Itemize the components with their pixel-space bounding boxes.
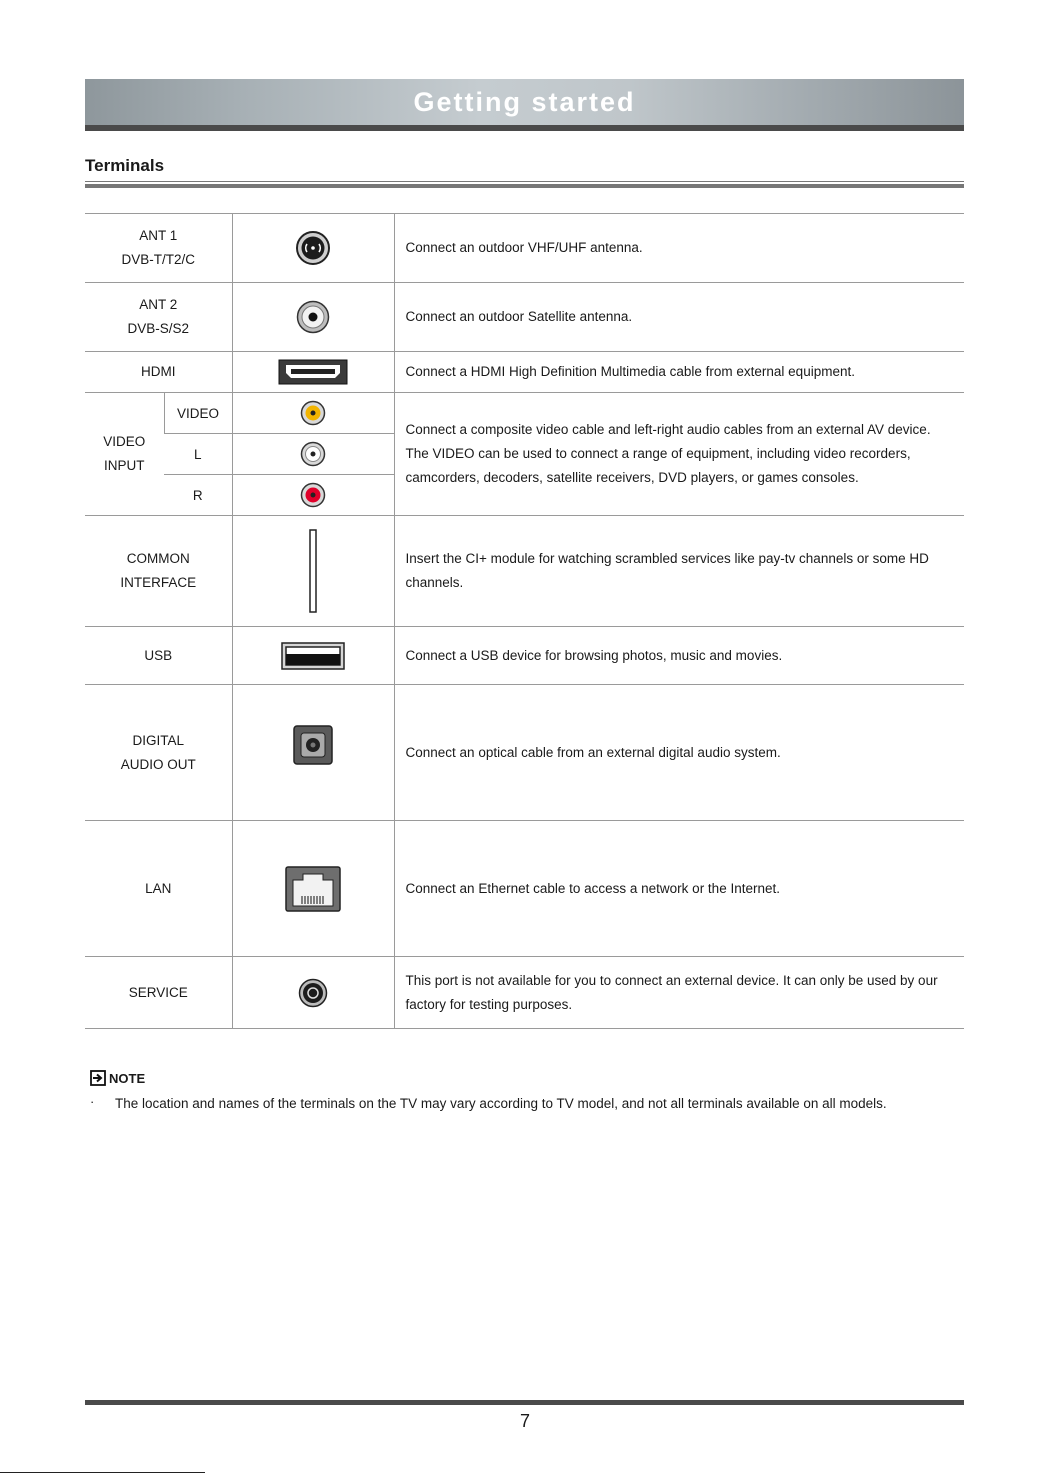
table-row bbox=[85, 352, 964, 393]
terminal-icon-cell bbox=[232, 957, 394, 1029]
hdmi-port-icon bbox=[278, 359, 348, 385]
ci-slot-icon bbox=[308, 529, 318, 613]
header-underline bbox=[85, 125, 964, 131]
page-edge-line bbox=[0, 1472, 205, 1473]
ethernet-port-icon bbox=[285, 866, 341, 912]
note-arrow-icon bbox=[90, 1070, 106, 1086]
table-row bbox=[85, 214, 964, 283]
terminal-description: Connect a composite video cable and left-right audio cables from an external AV device. The VIDEO can be used to connect a range of equipment, including video recorders, camcorders, decoders, satellite receivers, DVD players, or games consoles. bbox=[394, 393, 964, 516]
note-heading bbox=[90, 1070, 145, 1086]
note-label: NOTE bbox=[109, 1070, 146, 1086]
section-title: Terminals bbox=[85, 156, 165, 175]
terminal-icon-cell bbox=[232, 627, 394, 685]
terminal-description: This port is not available for you to connect an external device. It can only be used by our factory for testing purposes. bbox=[394, 957, 964, 1029]
rca-red-icon bbox=[300, 482, 326, 508]
footer-bar bbox=[85, 1400, 964, 1405]
rca-yellow-icon bbox=[300, 400, 326, 426]
terminal-name: SERVICE bbox=[85, 957, 232, 1029]
satellite-f-connector-icon bbox=[295, 299, 331, 335]
section-rule-thin bbox=[85, 181, 964, 182]
terminal-name: VIDEO INPUT bbox=[85, 393, 164, 516]
terminal-description: Connect an Ethernet cable to access a network or the Internet. bbox=[394, 821, 964, 957]
page-header-title: Getting started bbox=[413, 87, 636, 117]
terminal-name: COMMON INTERFACE bbox=[85, 516, 232, 627]
terminal-icon-cell bbox=[232, 283, 394, 352]
terminal-icon-cell bbox=[232, 352, 394, 393]
table-row bbox=[85, 627, 964, 685]
terminal-name: ANT 2 DVB-S/S2 bbox=[85, 283, 232, 352]
terminal-icon-cell bbox=[232, 821, 394, 957]
optical-port-icon bbox=[293, 725, 333, 765]
terminal-name: USB bbox=[85, 627, 232, 685]
terminal-name: DIGITAL AUDIO OUT bbox=[85, 685, 232, 821]
terminal-icon-cell bbox=[232, 685, 394, 821]
page-number: 7 bbox=[519, 1411, 530, 1431]
table-row bbox=[85, 393, 964, 434]
terminal-description: Connect a HDMI High Definition Multimedia cable from external equipment. bbox=[394, 352, 964, 393]
header-banner bbox=[85, 79, 964, 125]
terminal-description: Connect an outdoor VHF/UHF antenna. bbox=[394, 214, 964, 283]
terminal-name: HDMI bbox=[85, 352, 232, 393]
terminal-icon-cell bbox=[232, 393, 394, 434]
service-port-icon bbox=[298, 978, 328, 1008]
note-text: The location and names of the terminals on the TV may vary according to TV model, and not all terminals available on all models. bbox=[115, 1096, 887, 1111]
terminal-icon-cell bbox=[232, 475, 394, 516]
note-bullet: · bbox=[90, 1094, 95, 1109]
table-row bbox=[85, 685, 964, 821]
terminal-icon-cell bbox=[232, 516, 394, 627]
terminals-table bbox=[85, 213, 964, 1029]
terminal-description: Connect an optical cable from an external digital audio system. bbox=[394, 685, 964, 821]
usb-port-icon bbox=[281, 642, 345, 670]
subterminal-label: L bbox=[164, 434, 232, 475]
table-row bbox=[85, 957, 964, 1029]
section-rule-thick bbox=[85, 184, 964, 188]
subterminal-label: VIDEO bbox=[164, 393, 232, 434]
terminal-description: Connect an outdoor Satellite antenna. bbox=[394, 283, 964, 352]
antenna-coax-icon bbox=[295, 230, 331, 266]
terminal-description: Connect a USB device for browsing photos, music and movies. bbox=[394, 627, 964, 685]
terminal-icon-cell bbox=[232, 214, 394, 283]
rca-white-icon bbox=[300, 441, 326, 467]
table-row bbox=[85, 516, 964, 627]
table-row bbox=[85, 283, 964, 352]
terminal-icon-cell bbox=[232, 434, 394, 475]
table-row bbox=[85, 821, 964, 957]
terminal-description: Insert the CI+ module for watching scrambled services like pay-tv channels or some HD channels. bbox=[394, 516, 964, 627]
subterminal-label: R bbox=[164, 475, 232, 516]
terminal-name: LAN bbox=[85, 821, 232, 957]
terminal-name: ANT 1 DVB-T/T2/C bbox=[85, 214, 232, 283]
